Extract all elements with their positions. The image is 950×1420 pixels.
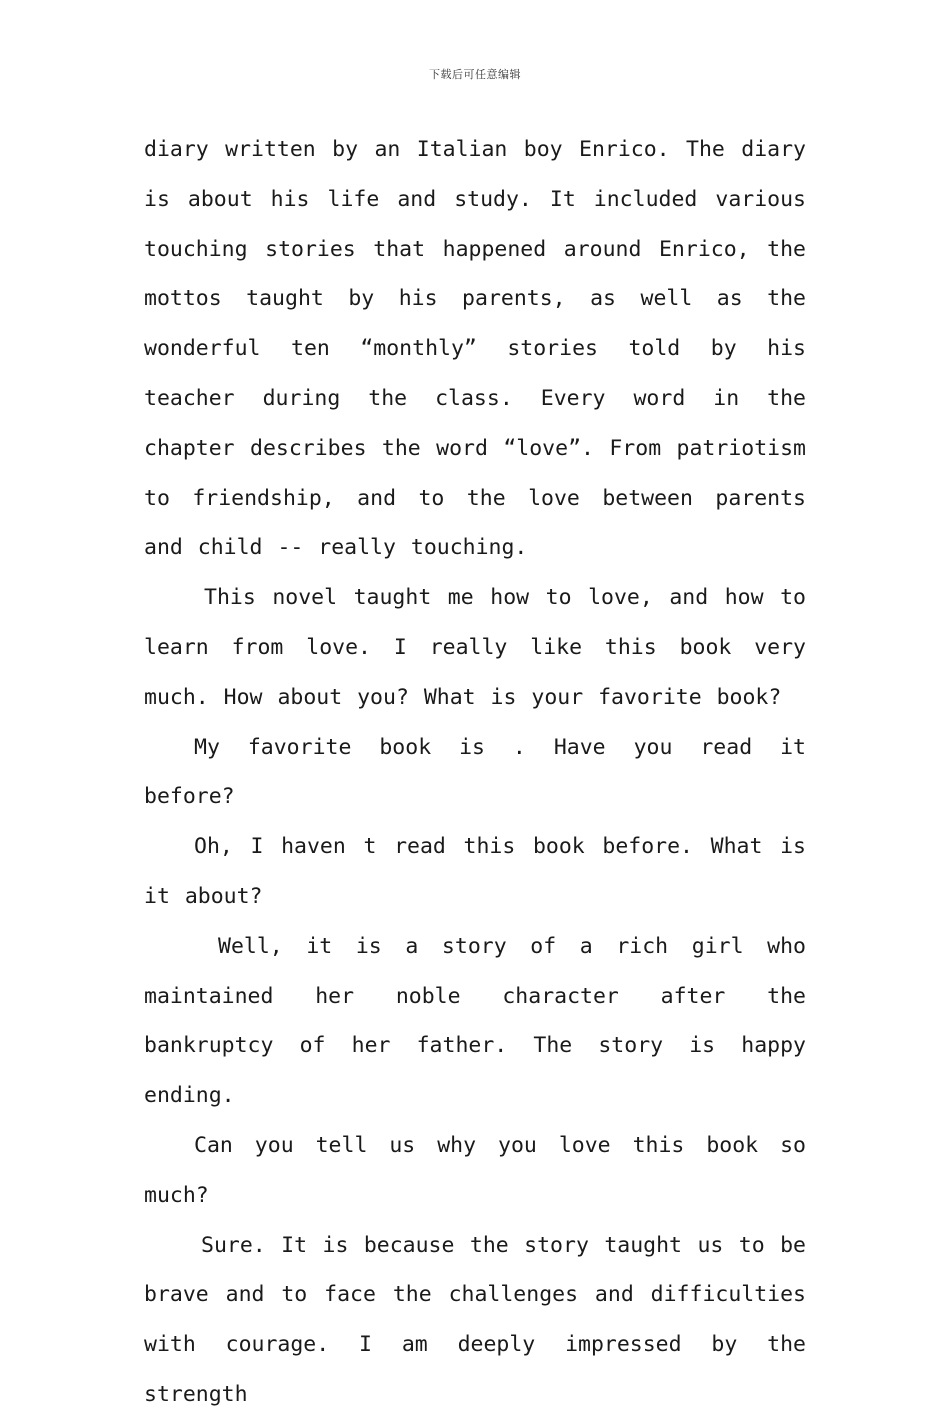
paragraph-havent-read: Oh, I haven t read this book before. What is it about? — [144, 834, 806, 909]
paragraph-favorite-book: My favorite book is . Have you read it before? — [144, 734, 806, 810]
paragraph-why-love: Can you tell us why you love this book so much? — [144, 1132, 806, 1208]
paragraph-brave-courage: Sure. It is because the story taught us to be brave and to face the challenges and difficulties with courage. I am deeply impressed by the strength — [144, 1232, 806, 1407]
paragraph-diary-description: diary written by an Italian boy Enrico. The diary is about his life and study. It included various touching stories that happened around Enrico, the mottos taught by his parents, as well as the wonderful ten “monthly” stories told by his teacher during the class. Every word in the chapter describes the word “love”. From patriotism to friendship, and to the love between parents and child -- really touching. — [144, 137, 806, 561]
document-body — [144, 125, 806, 1420]
page-header: 下载后可任意编辑 — [429, 68, 521, 81]
paragraph-story-summary: Well, it is a story of a rich girl who maintained her noble character after the bankruptcy of her father. The story is happy ending. — [144, 933, 806, 1109]
paragraph-novel-taught: This novel taught me how to love, and how to learn from love. I really like this book very much. How about you? What is your favorite book? — [144, 585, 806, 710]
